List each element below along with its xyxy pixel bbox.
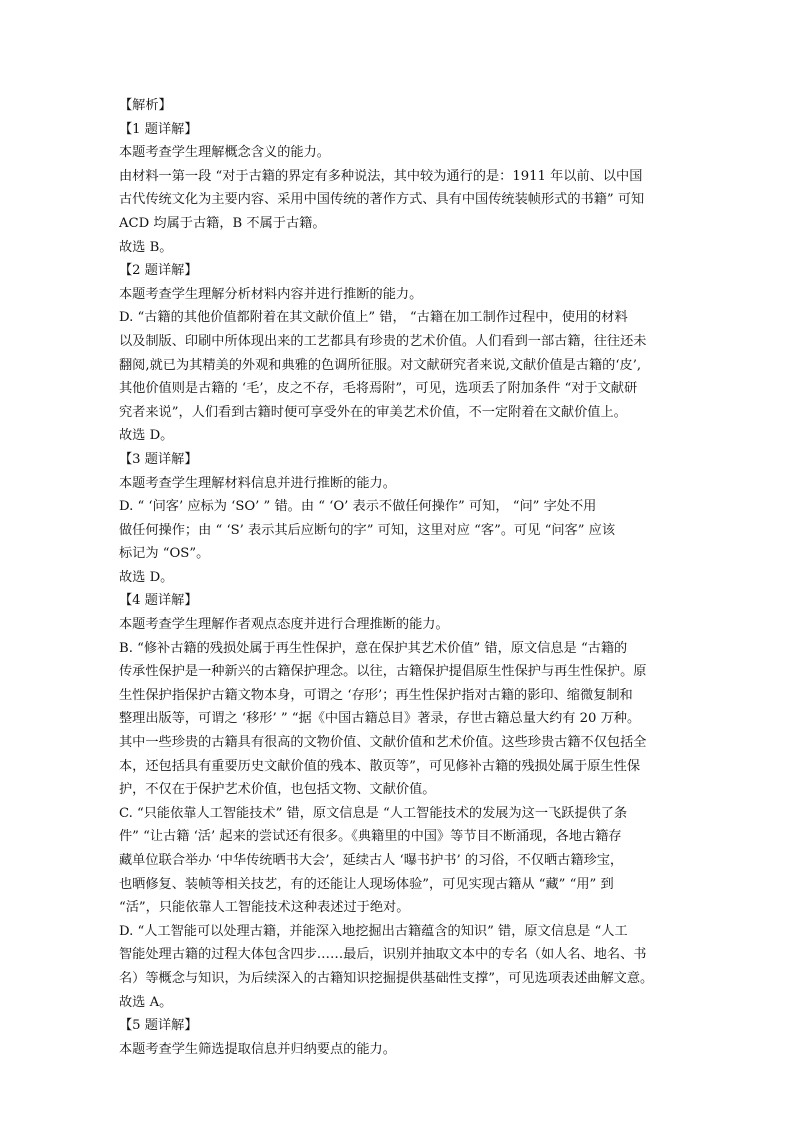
text-line: 本题考查学生理解作者观点态度并进行合理推断的能力。 — [119, 617, 449, 633]
text-line: 其中一些珍贵的古籍具有很高的文物价值、文献价值和艺术价值。这些珍贵古籍不仅包括全 — [119, 735, 647, 751]
text-line: 以及制版、印刷中所体现出来的工艺都具有珍贵的艺术价值。人们看到一部古籍，往往还未 — [119, 333, 647, 349]
answer-line: 故选 D。 — [119, 569, 174, 585]
text-line: 本题考查学生理解材料信息并进行推断的能力。 — [119, 475, 396, 491]
question-heading: 【3 题详解】 — [119, 451, 198, 467]
question-heading: 【5 题详解】 — [119, 1018, 198, 1034]
question-heading: 【2 题详解】 — [119, 263, 198, 279]
text-line: 件” “让古籍 ‘活’ 起来的尝试还有很多。《典籍里的中国》等节目不断涌现，各地古籍存 — [119, 829, 622, 845]
text-line: D. “ ‘问客’ 应标为 ‘SO’ ” 错。由 “ ‘O’ 表示不做任何操作” 可知， “问” 字处不用 — [119, 499, 597, 515]
text-line: 藏单位联合举办 ‘中华传统晒书大会’，延续古人 ‘曝书护书’ 的习俗，不仅晒古籍珍宝， — [119, 853, 624, 868]
answer-line: 故选 B。 — [119, 239, 173, 255]
text-line: “活”，只能依靠人工智能技术这种表述过于绝对。 — [119, 900, 410, 916]
text-line: 生性保护指保护古籍文物本身，可谓之 ‘存形’；再生性保护指对古籍的影印、缩微复制和 — [119, 687, 633, 703]
text-line: 翻阅,就已为其精美的外观和典雅的色调所征服。对文献研究者来说,文献价值是古籍的‘皮’, — [119, 357, 642, 373]
text-line: 整理出版等，可谓之 ‘移形’ ” “据《中国古籍总目》著录，存世古籍总量大约有 20 万种。 — [119, 711, 641, 727]
text-line: C. “只能依靠人工智能技术” 错，原文信息是 “人工智能技术的发展为这一飞跃提供了条 — [119, 805, 628, 821]
text-line: 传承性保护是一种新兴的古籍保护理念。以往，古籍保护提倡原生性保护与再生性保护。原 — [119, 664, 647, 680]
text-line: 由材料一第一段 “对于古籍的界定有多种说法，其中较为通行的是：1911 年以前、以中国 — [119, 168, 643, 184]
question-heading: 【1 题详解】 — [119, 121, 198, 137]
text-line: 其他价值则是古籍的 ‘毛’，皮之不存，毛将焉附”，可见，选项丢了附加条件 “对于文献研 — [119, 381, 638, 397]
text-line: 智能处理古籍的过程大体包含四步……最后，识别并抽取文本中的专名（如人名、地名、书 — [119, 947, 647, 963]
text-line: 古代传统文化为主要内容、采用中国传统的著作方式、具有中国传统装帧形式的书籍” 可知 — [119, 192, 645, 208]
text-line: 标记为 “OS”。 — [119, 546, 210, 562]
text-line: D. “人工智能可以处理古籍，并能深入地挖掘出古籍蕴含的知识” 错，原文信息是 “人工 — [119, 923, 628, 939]
text-line: 名）等概念与知识，为后续深入的古籍知识挖掘提供基础性支撑”，可见选项表述曲解文意。 — [119, 970, 654, 986]
section-heading: 【解析】 — [119, 98, 172, 113]
text-line: 护，不仅在于保护艺术价值，也包括文物、文献价值。 — [119, 782, 436, 798]
text-line: 做任何操作；由 “ ‘S’ 表示其后应断句的字” 可知，这里对应 “客”。可见 “问客” 应该 — [119, 522, 616, 538]
analysis-document — [119, 94, 679, 1061]
question-heading: 【4 题详解】 — [119, 593, 198, 609]
text-line: 究者来说”，人们看到古籍时便可享受外在的审美艺术价值，不一定附着在文献价值上。 — [119, 404, 627, 420]
text-line: B. “修补古籍的残损处属于再生性保护，意在保护其艺术价值” 错，原文信息是 “古籍的 — [119, 640, 628, 656]
text-line: ACD 均属于古籍，B 不属于古籍。 — [119, 215, 326, 231]
text-line: 本，还包括具有重要历史文献价值的残本、散页等”，可见修补古籍的残损处属于原生性保 — [119, 758, 641, 774]
text-line: 本题考查学生理解分析材料内容并进行推断的能力。 — [119, 286, 423, 302]
answer-line: 故选 A。 — [119, 994, 173, 1010]
text-line: 本题考查学生理解概念含义的能力。 — [119, 145, 330, 161]
answer-line: 故选 D。 — [119, 428, 174, 444]
text-line: 也晒修复、装帧等相关技艺，有的还能让人现场体验”，可见实现古籍从 “藏” “用” 到 — [119, 876, 614, 892]
text-line: 本题考查学生筛选提取信息并归纳要点的能力。 — [119, 1041, 396, 1057]
text-line: D. “古籍的其他价值都附着在其文献价值上” 错， “古籍在加工制作过程中，使用的材料 — [119, 310, 628, 326]
